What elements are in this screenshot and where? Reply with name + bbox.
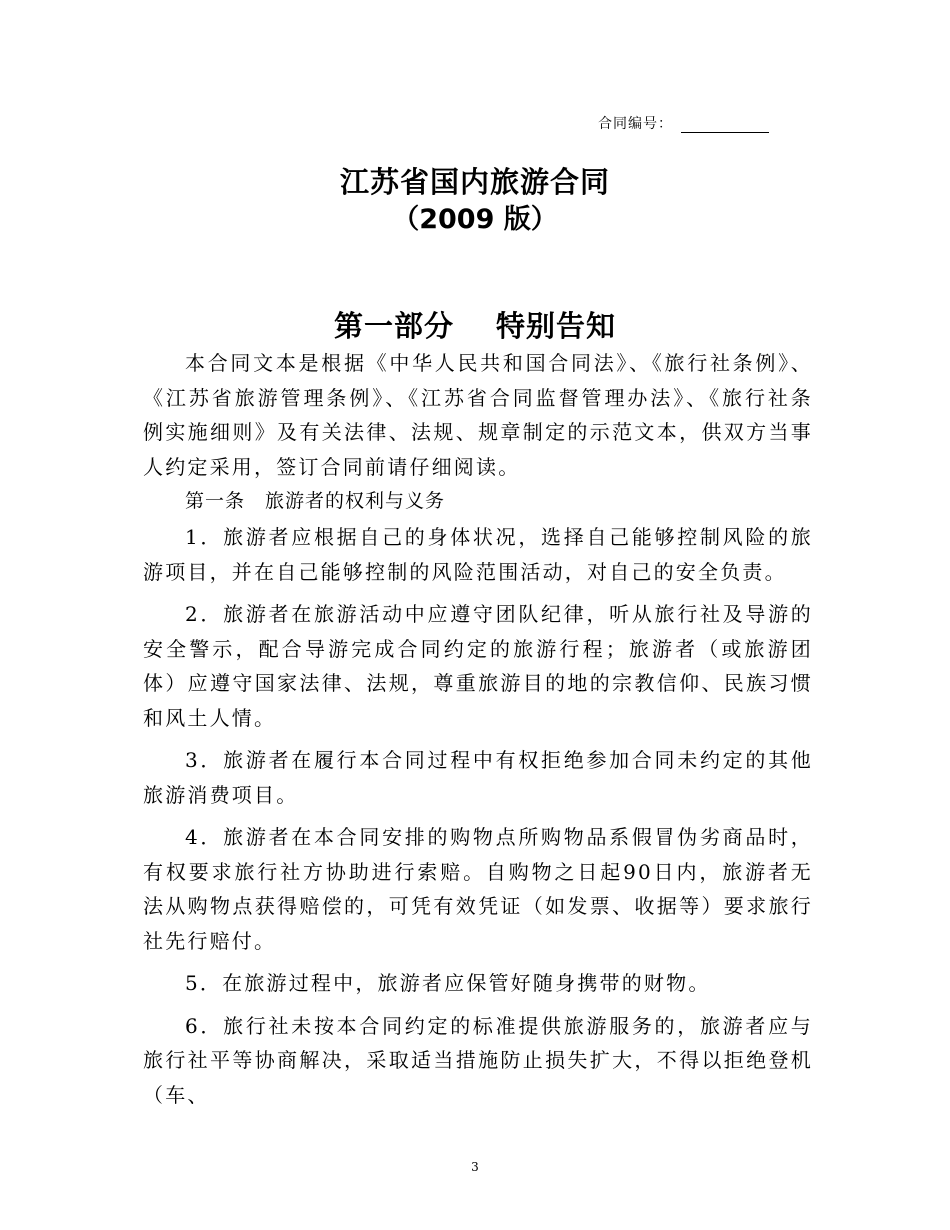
article-item-1: 1．旅游者应根据自己的身体状况，选择自己能够控制风险的旅游项目，并在自己能够控制的风险范围活动，对自己的安全负责。 xyxy=(143,525,813,584)
part-label: 第一部分 xyxy=(333,309,454,343)
document-body xyxy=(143,346,813,1112)
article-label: 第一条 xyxy=(185,490,246,512)
document-edition: （2009 版） xyxy=(392,204,558,235)
page-number: 3 xyxy=(471,1160,479,1174)
contract-number-label: 合同编号： xyxy=(598,116,673,132)
contract-number-blank xyxy=(681,118,769,133)
article-item-2: 2．旅游者在旅游活动中应遵守团队纪律，听从旅行社及导游的安全警示，配合导游完成合同约定的旅游行程；旅游者（或旅游团体）应遵守国家法律、法规，尊重旅游目的地的宗教信仰、民族习惯和风土人情。 xyxy=(143,602,813,730)
contract-number-field xyxy=(598,113,769,133)
article-item-4: 4．旅游者在本合同安排的购物点所购物品系假冒伪劣商品时，有权要求旅行社方协助进行索赔。自购物之日起90日内，旅游者无法从购物点获得赔偿的，可凭有效凭证（如发票、收据等）要求旅行社先行赔付。 xyxy=(143,825,813,953)
document-title: 江苏省国内旅游合同 xyxy=(339,165,610,199)
intro-paragraph: 本合同文本是根据《中华人民共和国合同法》、《旅行社条例》、《江苏省旅游管理条例》、《江苏省合同监督管理办法》、《旅行社条例实施细则》及有关法律、法规、规章制定的示范文本，供双方当事人约定采用，签订合同前请仔细阅读。 xyxy=(143,351,813,479)
part-title: 特别告知 xyxy=(496,309,617,343)
article-heading xyxy=(185,484,813,518)
article-item-3: 3．旅游者在履行本合同过程中有权拒绝参加合同未约定的其他旅游消费项目。 xyxy=(143,748,813,807)
article-item-5: 5．在旅游过程中，旅游者应保管好随身携带的财物。 xyxy=(185,971,711,995)
part-heading xyxy=(0,304,950,345)
article-title: 旅游者的权利与义务 xyxy=(265,490,446,512)
article-item-6: 6．旅行社未按本合同约定的标准提供旅游服务的，旅游者应与旅行社平等协商解决，采取适当措施防止损失扩大，不得以拒绝登机（车、 xyxy=(143,1013,813,1107)
